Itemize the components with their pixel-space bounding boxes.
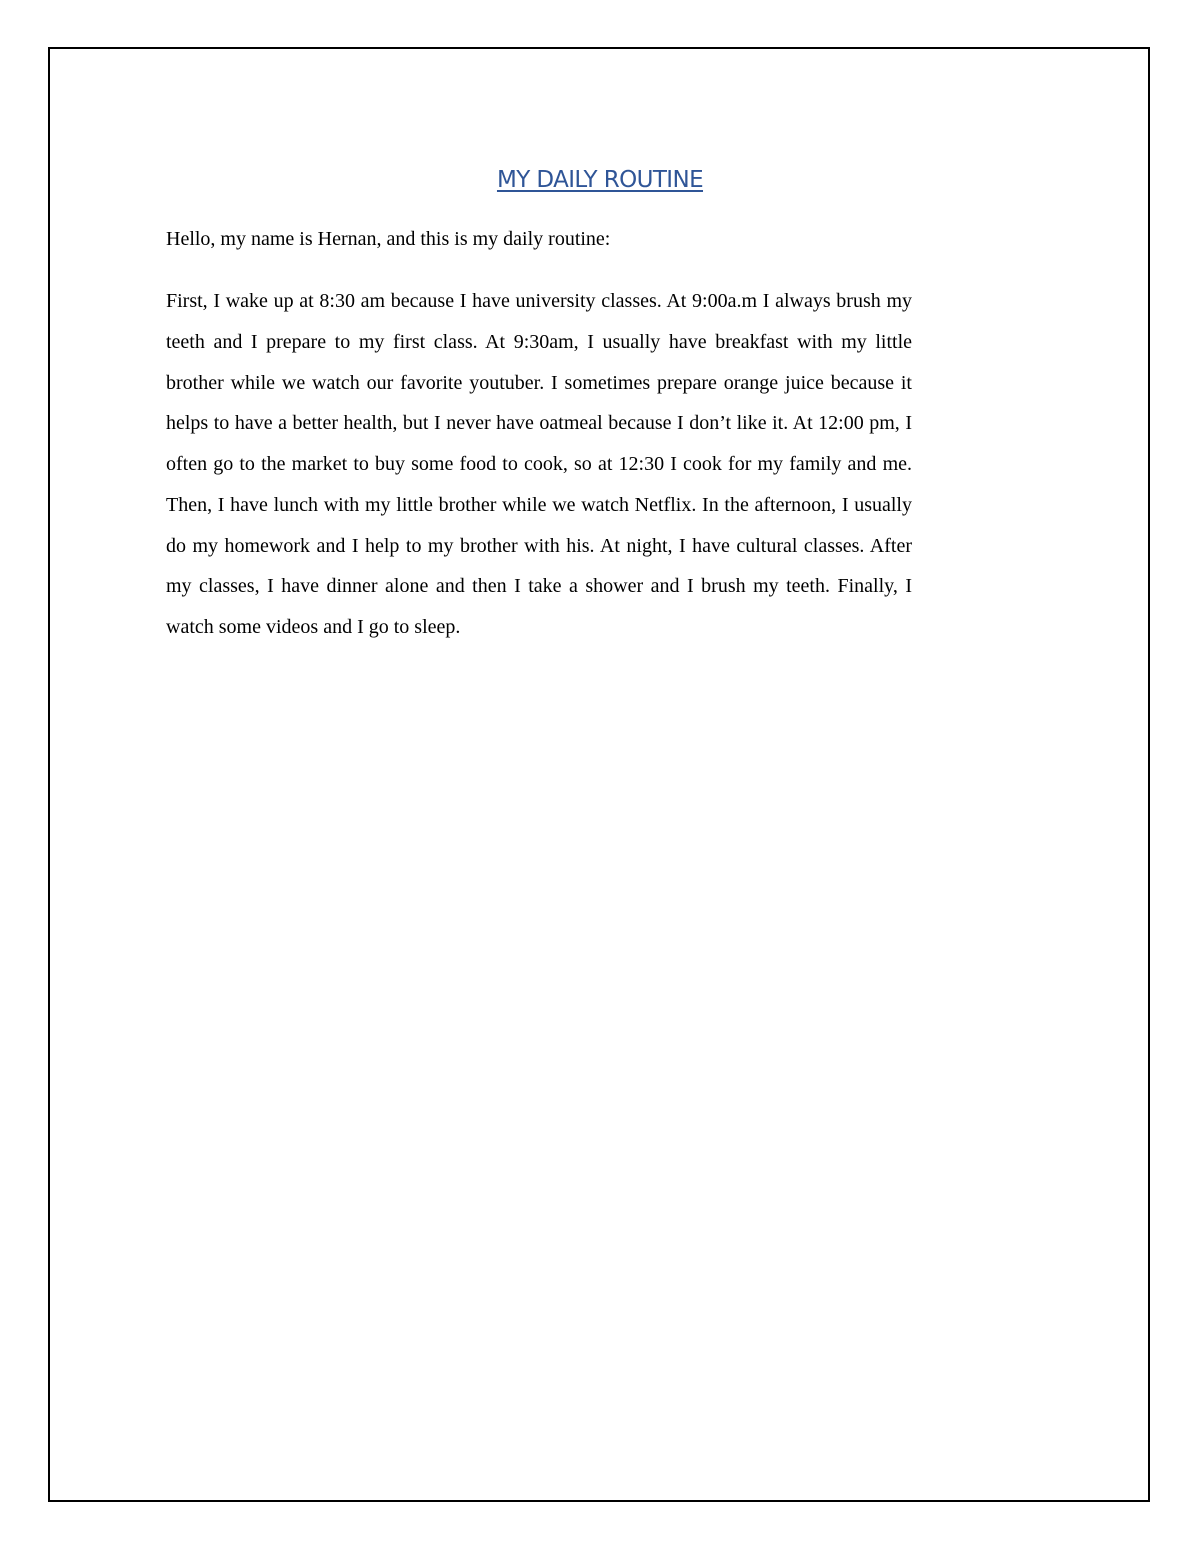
document-title: MY DAILY ROUTINE xyxy=(496,167,704,193)
body-paragraph: First, I wake up at 8:30 am because I have university classes. At 9:00a.m I always brush my teeth and I prepare to my first class. At 9:30am, I usually have breakfast with my little brother while we watch our favorite youtuber. I sometimes prepare orange juice because it helps to have a better health, but I never have oatmeal because I don’t like it. At 12:00 pm, I often go to the market to buy some food to cook, so at 12:30 I cook for my family and me. Then, I have lunch with my little brother while we watch Netflix. In the afternoon, I usually do my homework and I help to my brother with his. At night, I have cultural classes. After my classes, I have dinner alone and then I take a shower and I brush my teeth. Finally, I watch some videos and I go to sleep. xyxy=(166,290,912,638)
intro-paragraph: Hello, my name is Hernan, and this is my daily routine: xyxy=(166,228,611,250)
page-border xyxy=(48,47,1150,1502)
